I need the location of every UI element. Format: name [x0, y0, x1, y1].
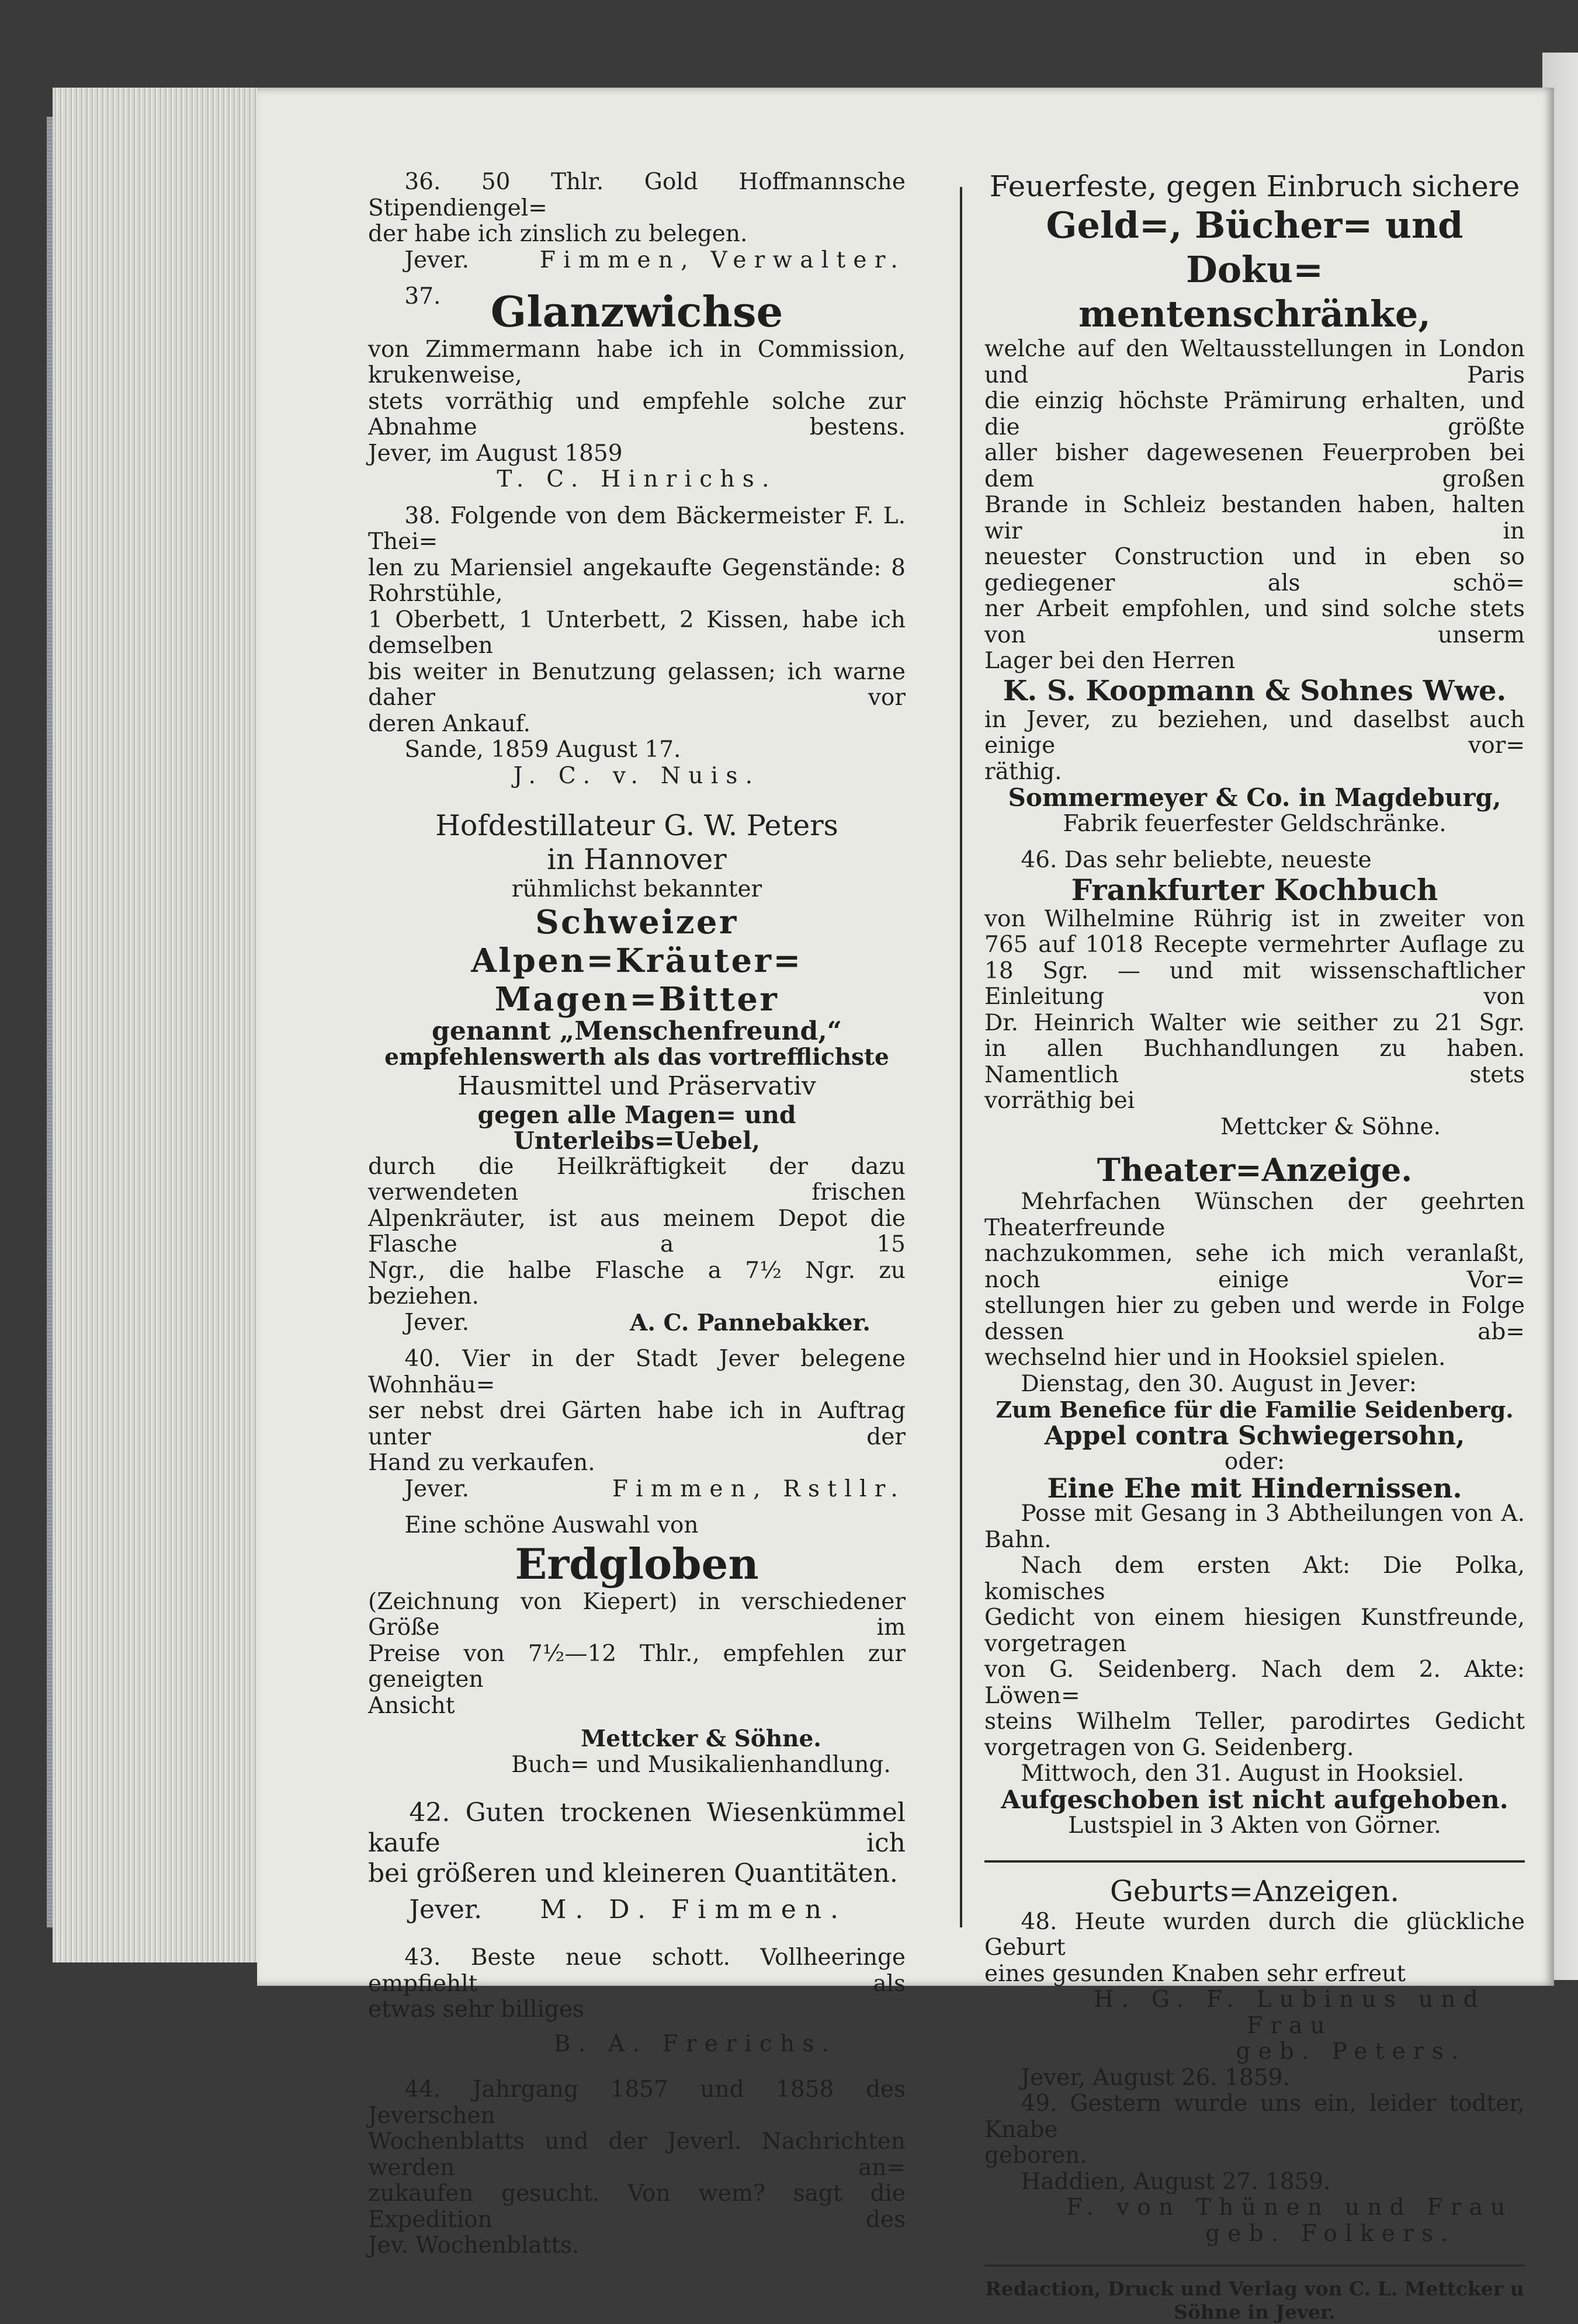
ad-42-line2: bei größeren und kleineren Quantitäten. — [368, 1858, 898, 1888]
ad-45-para2: die einzig höchste Prämirung erhalten, und die größte — [984, 388, 1525, 440]
ad-38-date: Sande, 1859 August 17. — [404, 737, 681, 763]
ad-37-line2: stets vorräthig und empfehle solche zur Abnahme bestens. — [368, 388, 906, 440]
ad-43 — [368, 1945, 906, 2057]
ad-36-signature: Fimmen, Verwalter. — [539, 246, 906, 273]
ad-47-para5: Dienstag, den 30. August in Jever: — [1021, 1370, 1417, 1397]
ad-42-line1: 42. Guten trockenen Wiesenkümmel kaufe ich — [368, 1798, 906, 1858]
birth-49-date: Haddien, August 27. 1859. — [1021, 2168, 1331, 2195]
ad-38-line4: bis weiter in Benutzung gelassen; ich warne daher vor — [368, 658, 906, 711]
ad-47-para18: Lustspiel in 3 Akten von Görner. — [1068, 1812, 1441, 1839]
ad-39-heading2: in Hannover — [547, 843, 727, 876]
birth-48-line2: eines gesunden Knaben sehr erfreut — [984, 1960, 1406, 1987]
birth-48-line1: 48. Heute wurden durch die glückliche Geburt — [984, 1908, 1525, 1961]
spacer — [368, 789, 906, 809]
ad-46 — [984, 847, 1525, 1140]
spacer — [984, 837, 1525, 847]
ad-46-para5: in allen Buchhandlungen zu haben. Namentlich stets — [984, 1036, 1525, 1088]
spacer — [368, 2057, 906, 2077]
ad-47-para4: wechselnd hier und in Hooksiel spielen. — [984, 1345, 1446, 1371]
ad-36-place: Jever. — [404, 246, 469, 273]
ad-39-name: genannt „Menschenfreund,“ — [432, 1016, 842, 1046]
ad-47 — [984, 1151, 1525, 1839]
ad-40-signature-row — [368, 1477, 906, 1503]
spacer — [368, 1336, 906, 1346]
ad-37 — [368, 284, 906, 493]
ad-38-line3: 1 Oberbett, 1 Unterbett, 2 Kissen, habe ich demselben — [368, 606, 906, 659]
ad-39-line5: gegen alle Magen= und Unterleibs=Uebel, — [477, 1100, 796, 1155]
ad-47-play2: Eine Ehe mit Hindernissen. — [1047, 1472, 1462, 1504]
ad-36 — [368, 169, 906, 273]
ad-42 — [368, 1798, 906, 1925]
ad-39-signature-row — [368, 1310, 906, 1336]
ad-42-place: Jever. — [409, 1895, 483, 1924]
birth-49-line1: 49. Gestern wurde uns ein, leider todter, Knabe — [984, 2090, 1525, 2143]
ad-37-number: 37. — [404, 283, 441, 310]
ad-40-line2: ser nebst drei Gärten habe ich in Auftrag unter der — [368, 1398, 906, 1450]
spacer — [984, 1140, 1525, 1151]
ad-37-line1: von Zimmermann habe ich in Commission, krukenweise, — [368, 336, 906, 388]
ad-47-para14: steins Wilhelm Teller, parodirtes Gedicht — [984, 1708, 1525, 1735]
ad-47-play3: Aufgeschoben ist nicht aufgehoben. — [1001, 1785, 1508, 1815]
ad-38 — [368, 503, 906, 790]
ad-45-para1: welche auf den Weltausstellungen in London und Paris — [984, 336, 1525, 388]
ad-46-para4: Dr. Heinrich Walter wie seither zu 21 Sgr. — [984, 1009, 1525, 1036]
ad-36-line2: der habe ich zinslich zu belegen. — [368, 221, 748, 247]
ad-45-para5: neuester Construction und in eben so gediegener als schö= — [984, 544, 1525, 596]
ad-44-line3: zukaufen gesucht. Von wem? sagt die Expedition des — [368, 2180, 906, 2233]
imprint: Redaction, Druck und Verlag von C. L. Mettcker u Söhne in Jever. — [985, 2277, 1524, 2323]
ad-45-heading3: mentenschränke, — [1078, 293, 1431, 335]
ad-41 — [368, 1513, 906, 1778]
spacer — [368, 493, 906, 503]
spacer — [368, 1502, 906, 1513]
ad-46-intro: 46. Das sehr beliebte, neueste — [1021, 847, 1372, 873]
ad-45-para4: Brande in Schleiz bestanden haben, halten wir in — [984, 492, 1525, 544]
ad-47-para11: Nach dem ersten Akt: Die Polka, komisches — [984, 1552, 1525, 1605]
ad-45-para6: ner Arbeit empfohlen, und sind solche stets von unserm — [984, 596, 1525, 648]
book-page-stack — [53, 88, 286, 1962]
ad-47-para3: stellungen hier zu geben und werde in Folge dessen ab= — [984, 1293, 1525, 1345]
birth-49-sign1: F. von Thünen und Frau — [1066, 2194, 1513, 2221]
ad-41-intro: Eine schöne Auswahl von — [404, 1512, 699, 1538]
ad-41-signature: Mettcker & Söhne. — [581, 1725, 821, 1752]
ad-37-signature: T. C. Hinrichs. — [497, 466, 777, 492]
ad-41-title: Erdgloben — [515, 1538, 759, 1589]
birth-announcements — [984, 1873, 1525, 2247]
section-rule — [984, 1860, 1525, 1863]
ad-39 — [368, 809, 906, 1336]
column-divider — [960, 187, 962, 1927]
spacer — [368, 1925, 906, 1945]
ad-39-para2: Alpenkräuter, ist aus meinem Depot die Flasche a 15 — [368, 1205, 906, 1257]
ad-47-or: oder: — [1224, 1448, 1285, 1475]
ad-42-signature: M. D. Fimmen. — [540, 1895, 847, 1924]
spacer — [368, 273, 906, 284]
ad-45-heading2: Geld=, Bücher= und Doku= — [1046, 204, 1463, 291]
ad-43-line1: 43. Beste neue schott. Vollheeringe empfiehlt als — [368, 1944, 906, 1997]
ad-41-signature2: Buch= und Musikalienhandlung. — [511, 1751, 891, 1778]
birth-48-date: Jever, August 26. 1859. — [1021, 2064, 1290, 2091]
ad-39-title2: Magen=Bitter — [494, 979, 779, 1019]
ad-41-para1: (Zeichnung von Kiepert) in verschiedener Größe im — [368, 1588, 906, 1641]
ad-37-heading-row — [368, 284, 906, 310]
spacer — [368, 1778, 906, 1798]
right-column — [984, 169, 1525, 2324]
ad-39-signature: A. C. Pannebakker. — [630, 1309, 870, 1336]
ad-47-title: Theater=Anzeige. — [1097, 1151, 1413, 1189]
birth-49-line2: geboren. — [984, 2142, 1087, 2169]
ad-42-signature-row — [368, 1895, 906, 1925]
imprint-rule — [984, 2264, 1525, 2267]
ad-47-play1: Appel contra Schwiegersohn, — [1044, 1420, 1465, 1451]
ad-45-heading1: Feuerfeste, gegen Einbruch sichere — [989, 169, 1520, 203]
ad-37-title: Glanzwichse — [490, 286, 783, 336]
ad-44 — [368, 2077, 906, 2259]
ad-44-line4: Jev. Wochenblatts. — [368, 2232, 580, 2259]
births-title: Geburts=Anzeigen. — [1109, 1874, 1400, 1908]
ad-45-para3: aller bisher dagewesenen Feuerproben bei dem großen — [984, 440, 1525, 492]
ad-39-subtitle: rühmlichst bekannter — [511, 876, 762, 902]
ad-47-para15: vorgetragen von G. Seidenberg. — [984, 1734, 1354, 1761]
ad-39-heading1: Hofdestillateur G. W. Peters — [435, 809, 838, 842]
ad-46-para2: 765 auf 1018 Recepte vermehrter Auflage zu — [984, 932, 1525, 958]
ad-45-signature2: Fabrik feuerfester Geldschränke. — [1063, 810, 1447, 837]
ad-39-line3: empfehlenswerth als das vortrefflichste — [384, 1044, 889, 1071]
ad-45-para8: in Jever, zu beziehen, und daselbst auch einige vor= — [984, 706, 1525, 759]
ad-38-line1: 38. Folgende von dem Bäckermeister F. L. Thei= — [368, 502, 906, 555]
birth-48-sign1: H. G. F. Lubinus und Frau — [1094, 1986, 1486, 2039]
ad-46-para1: von Wilhelmine Rührig ist in zweiter von — [984, 905, 1525, 932]
ad-39-title1: Schweizer Alpen=Kräuter= — [471, 902, 803, 980]
ad-44-line1: 44. Jahrgang 1857 und 1858 des Jeverschen — [368, 2076, 906, 2129]
ad-38-signature: J. C. v. Nuis. — [513, 762, 761, 789]
birth-49-sign2: geb. Folkers. — [1205, 2220, 1456, 2247]
ad-45 — [984, 169, 1525, 837]
ad-39-para1: durch die Heilkräftigkeit der dazu verwendeten frischen — [368, 1153, 906, 1206]
ad-40 — [368, 1346, 906, 1502]
ad-45-para7: Lager bei den Herren — [984, 648, 1236, 674]
ad-47-para10: Posse mit Gesang in 3 Abtheilungen von A. Bahn. — [984, 1500, 1525, 1553]
ad-47-para1: Mehrfachen Wünschen der geehrten Theaterfreunde — [984, 1189, 1525, 1241]
ad-40-signature: Fimmen, Rstllr. — [612, 1475, 906, 1502]
ad-40-place: Jever. — [404, 1475, 469, 1502]
ad-46-signature: Mettcker & Söhne. — [1220, 1113, 1441, 1140]
ad-38-line5: deren Ankauf. — [368, 710, 531, 737]
ad-43-signature: B. A. Frerichs. — [553, 2030, 837, 2057]
newspaper-page — [257, 88, 1554, 2323]
ad-41-para3: Ansicht — [368, 1692, 455, 1719]
ad-44-line2: Wochenblatts und der Jeverl. Nachrichten werden an= — [368, 2128, 906, 2181]
ad-47-para16: Mittwoch, den 31. August in Hooksiel. — [1021, 1760, 1465, 1787]
ad-45-signature: Sommermeyer & Co. in Magdeburg, — [1008, 783, 1501, 812]
ad-47-para12: Gedicht von einem hiesigen Kunstfreunde, vorgetragen — [984, 1604, 1525, 1657]
ad-36-signature-row — [368, 248, 906, 274]
birth-48-sign2: geb. Peters. — [1236, 2038, 1466, 2065]
ad-39-place: Jever. — [404, 1309, 469, 1336]
ad-40-line3: Hand zu verkaufen. — [368, 1450, 595, 1476]
ad-38-line2: len zu Mariensiel angekaufte Gegenstände: 8 Rohrstühle, — [368, 554, 906, 607]
ad-40-line1: 40. Vier in der Stadt Jever belegene Wohnhäu= — [368, 1346, 906, 1398]
ad-46-para6: vorräthig bei — [984, 1088, 1135, 1114]
left-column — [368, 169, 906, 2259]
ad-47-para13: von G. Seidenberg. Nach dem 2. Akte: Löwen= — [984, 1656, 1525, 1709]
ad-43-line2: etwas sehr billiges — [368, 1996, 584, 2023]
ad-37-line3: Jever, im August 1859 — [368, 440, 623, 467]
ad-46-title: Frankfurter Kochbuch — [1071, 872, 1438, 907]
ad-36-line1: 36. 50 Thlr. Gold Hoffmannsche Stipendiengel= — [368, 169, 906, 221]
ad-45-para9: räthig. — [984, 758, 1062, 785]
ad-41-para2: Preise von 7½—12 Thlr., empfehlen zur geneigten — [368, 1640, 906, 1693]
ad-46-para3: 18 Sgr. — und mit wissenschaftlicher Einleitung von — [984, 957, 1525, 1010]
ad-39-para3: Ngr., die halbe Flasche a 7½ Ngr. zu beziehen. — [368, 1257, 906, 1309]
ad-47-para2: nachzukommen, sehe ich mich veranlaßt, noch einige Vor= — [984, 1241, 1525, 1293]
ad-39-line4: Hausmittel und Präservativ — [457, 1071, 816, 1101]
ad-45-firm: K. S. Koopmann & Sohnes Wwe. — [1003, 674, 1507, 707]
ad-47-para6: Zum Benefice für die Familie Seidenberg. — [996, 1397, 1514, 1423]
